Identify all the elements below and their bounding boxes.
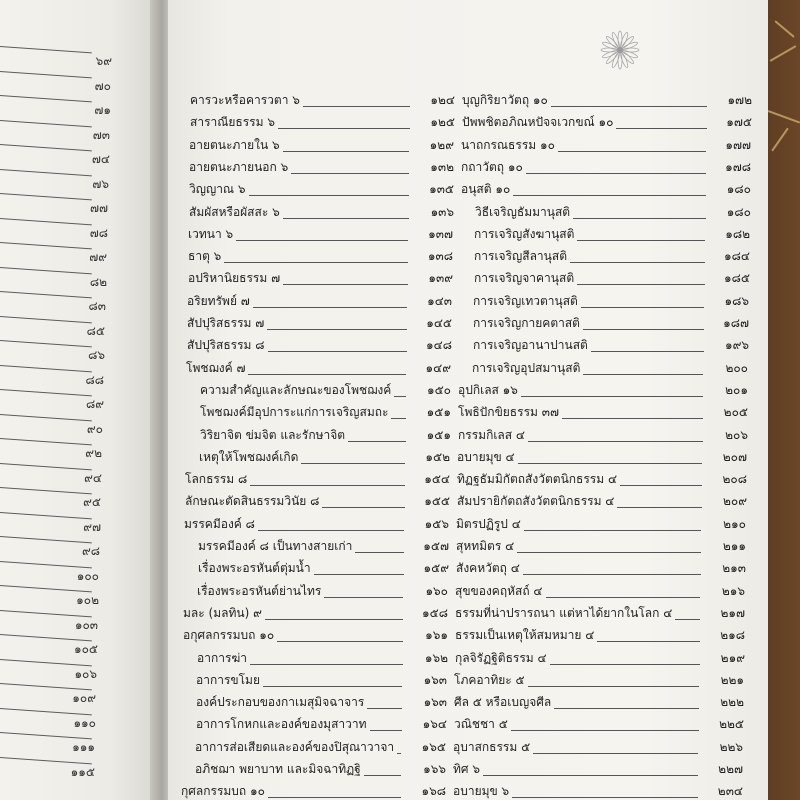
toc-entry-title: มรรคมีองค์ ๘ เป็นทางสายเก่า [198,539,353,553]
toc-leader-line [250,664,403,665]
toc-entry-title: เหตุให้โพชฌงค์เกิด [199,449,299,464]
toc-leader-line [591,351,704,352]
toc-entry[interactable] [198,560,449,578]
toc-page-number: ๑๕๖ [424,516,449,531]
toc-leader-line [577,240,705,241]
toc-entry-title: สัปปุริสธรรม ๗ [187,316,265,330]
toc-entry[interactable] [458,382,748,400]
toc-leader-line [250,485,405,486]
toc-entry-title: อกุศลกรรมบถ ๑๐ [183,628,275,643]
toc-leader-line [314,574,404,575]
toc-page-number: ๒๒๕ [719,717,744,732]
toc-leader-line [518,463,702,464]
toc-entry-title: อายตนะภายนอก ๖ [189,159,289,174]
toc-page-number: ๑๕๕ [424,494,450,509]
toc-entry-title: วิริยาจิต ข่มจิต และรักษาจิต [200,427,346,442]
toc-entry-title: โพชฌงค์มีอุปการะแก่การเจริญสมถะ [200,405,389,420]
toc-entry-title: ธรรมเป็นเหตุให้สมหมาย ๔ [455,628,595,643]
toc-entry[interactable] [189,137,454,155]
toc-entry-title: เรื่องพระอรหันต์ตุ่มน้ำ [198,561,311,576]
toc-entry[interactable] [187,315,452,333]
toc-entry-title: กุศลกรรมบถ ๑๐ [181,784,265,799]
left-page-number: ๑๐๙ [72,691,96,705]
toc-leader-line [283,284,408,285]
toc-entry[interactable] [457,449,747,467]
toc-page-number: ๑๙๖ [724,338,749,353]
toc-leader-line [526,173,706,174]
toc-entry-title: ศีล ๕ หรือเบญจศีล [454,695,552,710]
toc-entry-title: สัปปุริสธรรม ๘ [187,338,265,353]
toc-leader-line [570,262,705,263]
toc-page-number: ๒๐๖ [725,427,748,442]
toc-page-number: ๑๖๐ [425,583,448,598]
toc-entry[interactable] [456,516,746,534]
toc-entry-title: เรื่องพระอรหันต์ย่านไทร [197,583,322,598]
toc-entry-title: อุปกิเลส ๑๖ [458,382,518,397]
toc-page-number: ๑๔๓ [427,293,452,308]
left-page-number: ๘๖ [88,348,105,362]
toc-leader-line [268,351,407,352]
toc-leader-line [573,218,706,219]
toc-leader-line [253,307,407,308]
toc-page-number: ๒๑๙ [720,650,745,665]
toc-entry[interactable] [190,114,455,132]
toc-leader-line [554,708,699,709]
toc-entry[interactable] [197,650,448,668]
toc-leader-line [283,151,409,152]
toc-leader-line [248,374,406,375]
toc-leader-line [550,664,700,665]
toc-leader-line [597,641,700,642]
toc-leader-line [521,396,703,397]
toc-entry-title: โภคอาทิยะ ๕ [454,672,525,687]
toc-leader-line [397,753,401,754]
toc-page-number: ๒๑๘ [720,628,745,643]
toc-entry[interactable] [187,337,452,355]
toc-entry[interactable] [198,538,449,556]
toc-entry-title: องค์ประกอบของกาเมสุมิจฉาจาร [196,695,365,710]
toc-entry[interactable] [185,471,450,489]
left-page-number: ๑๐๕ [73,642,98,656]
left-page-number: ๗๙ [89,250,107,264]
toc-page-number: ๒๑๖ [721,583,745,598]
left-page-number: ๘๘ [85,372,104,387]
toc-leader-line [620,485,702,486]
toc-page-number: ๒๒๗ [718,762,743,776]
toc-entry-title: การเจริญสีลานุสติ [474,249,567,264]
toc-entry-title: ความสำคัญและลักษณะของโพชฌงค์ [200,382,392,397]
toc-entry[interactable] [456,538,746,556]
toc-entry-title: อุบาสกธรรม ๕ [453,739,531,754]
toc-entry[interactable] [474,270,750,288]
toc-entry[interactable] [458,427,748,445]
toc-entry[interactable] [473,315,749,333]
left-page-number: ๑๐๒ [76,593,99,607]
toc-leader-line [364,775,401,776]
toc-leader-line [581,307,704,308]
toc-page-number: ๑๔๙ [425,360,451,375]
left-page-number: ๗๔ [91,152,110,166]
toc-entry-title: สังคหวัตถุ ๔ [456,561,520,576]
left-page [0,0,158,800]
flower-ornament-icon [600,30,640,70]
toc-entry-title: การเจริญเทวตานุสติ [473,293,578,308]
left-page-number: ๘๙ [85,397,104,411]
toc-entry-title: โลกธรรม ๘ [185,472,248,487]
toc-page-number: ๑๖๔ [422,717,447,732]
toc-entry-title: ธรรมที่น่าปรารถนา แต่หาได้ยากในโลก ๔ [455,605,673,620]
toc-entry-title: สุขของคฤหัสถ์ ๔ [455,583,543,598]
toc-entry[interactable] [473,293,749,311]
toc-entry[interactable] [187,293,452,311]
toc-leader-line [562,418,703,419]
toc-entry[interactable] [458,404,748,422]
toc-entry-title: ปัพพชิตอภิณหปัจจเวกขณ์ ๑๐ [462,115,614,130]
toc-page-number: ๒๒๖ [719,739,743,754]
toc-entry[interactable] [474,226,750,244]
left-page-number: ๗๘ [89,225,108,240]
toc-page-number: ๒๐๑ [725,382,748,397]
toc-page-number: ๑๖๖ [423,762,446,776]
toc-entry-title: สัมปรายิกัตถสังวัตตนิกธรรม ๔ [457,494,615,509]
toc-page-number: ๑๒๙ [429,137,454,152]
toc-leader-line [533,753,698,754]
toc-leader-line [511,730,699,731]
toc-entry[interactable] [461,181,751,199]
toc-entry[interactable] [462,92,752,110]
toc-entry-title: อนุสติ ๑๐ [461,182,511,197]
toc-entry[interactable] [474,248,750,266]
toc-entry[interactable] [189,204,454,222]
toc-entry[interactable] [181,783,446,800]
toc-page-number: ๒๐๘ [722,472,747,487]
toc-leader-line [583,329,704,330]
toc-entry-title: อาการส่อเสียดและองค์ของปิสุณาวาจา [195,739,395,754]
toc-entry[interactable] [455,583,745,601]
toc-page-number: ๑๔๕ [426,316,452,330]
toc-entry[interactable] [456,560,746,578]
toc-entry[interactable] [453,783,743,800]
toc-entry[interactable] [455,627,745,645]
toc-leader-line [616,128,707,129]
toc-entry[interactable] [200,382,451,400]
toc-leader-line [583,374,703,375]
toc-leader-line [348,441,406,442]
toc-leader-line [277,641,403,642]
toc-entry-title: มละ (มลทิน) ๙ [183,605,262,620]
toc-page-number: ๑๘๒ [725,226,750,241]
toc-page-number: ๑๒๕ [430,115,455,130]
toc-entry[interactable] [455,650,745,668]
left-page-number: ๑๑๐ [73,715,96,730]
toc-page-number: ๑๗๗ [725,137,751,152]
toc-page-number: ๑๗๘ [725,159,751,174]
left-page-number: ๙๕ [83,495,101,509]
toc-entry[interactable] [196,716,447,734]
toc-entry[interactable] [184,516,449,534]
toc-entry[interactable] [188,248,453,266]
toc-page-number: ๑๓๖ [430,204,454,219]
toc-entry-title: วิญญาณ ๖ [189,182,246,197]
toc-entry[interactable] [454,672,744,690]
left-page-number: ๘๓ [88,299,106,313]
toc-entry[interactable] [195,739,446,757]
toc-entry-title: วณิชชา ๕ [454,717,508,732]
toc-page-number: ๒๑๐ [723,516,746,531]
toc-page-number: ๑๕๐ [426,382,451,397]
toc-entry-title: โพธิปักขิยธรรม ๓๗ [458,405,559,420]
toc-leader-line [675,619,700,620]
left-page-number: ๑๑๕ [70,764,95,779]
toc-leader-line [291,173,409,174]
toc-entry-title: การเจริญอุปสมานุสติ [472,360,581,375]
toc-entry-title: ทิศ ๖ [453,762,480,776]
toc-entry-title: การเจริญอานาปานสติ [473,338,588,353]
toc-leader-line [303,106,410,107]
toc-entry-title: มรรคมีองค์ ๘ [184,516,255,531]
left-page-number: ๑๐๖ [74,666,97,681]
toc-page-number: ๑๘๐ [726,182,751,197]
toc-leader-line [528,686,699,687]
toc-entry[interactable] [472,360,748,378]
toc-entry-title: อบายมุข ๔ [457,449,515,464]
toc-page-number: ๑๘๐ [726,204,751,219]
toc-entry[interactable] [190,92,455,110]
left-page-number: ๗๑ [94,103,111,117]
toc-page-number: ๑๘๕ [724,271,750,286]
toc-leader-line [267,329,407,330]
toc-leader-line [355,552,404,553]
toc-entry[interactable] [475,204,751,222]
toc-page-number: ๑๖๓ [423,672,447,687]
toc-entry-title: อริยทรัพย์ ๗ [187,293,250,308]
toc-entry[interactable] [473,337,749,355]
left-page-number: ๘๒ [89,274,107,289]
toc-entry-title: มิตรปฏิรูป ๔ [456,516,521,531]
left-page-number: ๖๙ [95,54,112,68]
toc-leader-line [370,730,402,731]
left-page-number: ๙๔ [84,470,102,485]
left-page-number: ๗๗ [89,201,108,215]
toc-page-number: ๑๓๘ [427,249,453,264]
left-page-number: ๙๒ [85,446,102,460]
toc-entry-title: เวทนา ๖ [188,226,234,241]
toc-leader-line [546,597,701,598]
toc-entry-title: การเจริญสังฆานุสติ [474,226,575,241]
left-page-number: ๑๐๓ [74,617,98,632]
toc-entry[interactable] [453,761,743,779]
toc-leader-line [278,128,410,129]
toc-entry-title: อปริหานิยธรรม ๗ [188,271,281,286]
toc-entry[interactable] [457,493,747,511]
toc-leader-line [394,396,406,397]
toc-page-number: ๑๗๒ [727,93,752,107]
toc-leader-line [512,797,698,798]
toc-entry[interactable] [197,583,448,601]
left-page-number: ๙๘ [81,544,100,558]
toc-leader-line [617,507,702,508]
toc-entry[interactable] [183,605,448,623]
toc-page-number: ๑๕๘ [422,605,448,620]
toc-leader-line [483,775,698,776]
toc-entry[interactable] [461,159,751,177]
toc-page-number: ๑๖๓ [423,695,447,710]
toc-entry[interactable] [188,226,453,244]
toc-entry[interactable] [457,471,747,489]
toc-entry-title: การเจริญจาคานุสติ [474,271,575,286]
toc-page-number: ๒๐๕ [723,405,748,420]
toc-page-number: ๑๘๔ [724,249,750,264]
toc-leader-line [322,507,405,508]
toc-page-number: ๑๕๒ [425,449,450,464]
toc-entry-title: อาการขโมย [196,672,260,687]
toc-entry-title: กุลจิรัฏฐิติธรรม ๔ [455,650,547,665]
toc-leader-line [283,218,409,219]
toc-entry[interactable] [461,137,751,155]
toc-entry-title: อาการฆ่า [197,650,248,665]
toc-entry-title: สัมผัสหรือผัสสะ ๖ [189,204,280,219]
toc-page-number: ๑๓๕ [429,182,454,197]
toc-page-number: ๑๗๕ [726,115,752,130]
toc-entry[interactable] [195,761,446,779]
toc-leader-line [524,530,701,531]
left-page-number: ๗๐ [94,78,111,93]
toc-page-number: ๑๕๑ [426,427,451,442]
toc-leader-line [551,106,707,107]
toc-entry-title: วิธีเจริญธัมมานุสติ [475,204,571,219]
toc-entry[interactable] [200,427,451,445]
toc-entry[interactable] [462,114,752,132]
toc-entry[interactable] [454,694,744,712]
toc-page-number: ๒๒๒ [720,695,744,710]
toc-page-number: ๒๐๐ [725,360,748,375]
toc-page-number: ๑๓๙ [428,271,453,286]
toc-leader-line [513,195,706,196]
toc-entry-title: นาถกรณธรรม ๑๐ [461,137,555,152]
toc-page-number: ๑๖๕ [421,739,446,754]
toc-entry-title: สาราณียธรรม ๖ [190,115,275,130]
toc-page-number: ๑๘๖ [724,293,749,308]
toc-entry-title: คารวะหรือคารวตา ๖ [190,93,300,107]
toc-page-number: ๒๐๗ [722,449,747,464]
toc-leader-line [265,619,403,620]
toc-entry-title: การเจริญกายคตาสติ [473,316,580,330]
toc-page-number: ๑๒๔ [430,93,455,107]
toc-page-number: ๑๕๑ [426,405,451,420]
left-page-number: ๗๖ [92,176,109,191]
toc-leader-line [263,686,402,687]
toc-entry[interactable] [200,404,451,422]
toc-page-number: ๒๑๗ [720,605,745,620]
toc-page-number: ๑๓๒ [430,159,454,174]
left-page-number: ๑๐๐ [76,568,99,583]
toc-leader-line [577,284,705,285]
toc-leader-line [391,418,406,419]
toc-entry-title: อายตนะภายใน ๖ [189,137,280,152]
toc-entry[interactable] [453,739,743,757]
toc-leader-line [301,463,405,464]
toc-entry-title: ลักษณะตัดสินธรรมวินัย ๘ [185,494,320,509]
toc-entry[interactable] [186,360,451,378]
toc-entry-title: ธาตุ ๖ [188,249,222,264]
toc-leader-line [268,797,401,798]
toc-leader-line [367,708,402,709]
toc-leader-line [517,552,701,553]
toc-entry-title: สุหทมิตร ๔ [456,539,515,553]
left-page-number: ๘๕ [86,323,105,338]
toc-page-number: ๒๐๙ [722,494,747,509]
toc-page-number: ๑๕๔ [424,472,450,487]
toc-page-number: ๑๖๘ [421,784,446,799]
toc-leader-line [258,530,404,531]
toc-leader-line [558,151,706,152]
toc-leader-line [523,574,701,575]
left-page-number: ๙๗ [83,519,101,534]
toc-entry[interactable] [196,694,447,712]
toc-entry[interactable] [199,449,450,467]
toc-entry-title: อาการโกหกและองค์ของมุสาวาท [196,717,367,732]
toc-page-number: ๑๖๒ [424,650,448,665]
toc-page-number: ๑๕๙ [423,561,449,576]
toc-entry[interactable] [455,605,745,623]
toc-entry-title: ทิฏฐธัมมิกัตถสังวัตตนิกธรรม ๔ [457,472,618,487]
toc-leader-line [249,195,410,196]
toc-leader-line [528,441,703,442]
toc-entry[interactable] [454,716,744,734]
toc-entry-title: โพชฌงค์ ๗ [186,360,246,375]
toc-page-number: ๒๑๓ [722,561,746,576]
toc-page-number: ๒๒๑ [720,672,744,687]
left-page-number: ๑๑๑ [72,740,95,754]
toc-page-number: ๑๕๗ [423,539,449,553]
toc-entry-title: บุญกิริยาวัตถุ ๑๐ [462,93,548,107]
toc-entry[interactable] [185,493,450,511]
toc-entry-title: กรรมกิเลส ๔ [458,427,526,442]
toc-page-number: ๑๘๗ [723,316,749,330]
toc-page-number: ๑๔๘ [426,338,452,353]
toc-entry[interactable] [189,181,454,199]
toc-entry-title: อบายมุข ๖ [453,784,510,799]
left-page-number: ๙๐ [86,421,103,436]
toc-page-number: ๒๓๔ [717,784,743,799]
toc-page-number: ๑๓๗ [428,226,453,241]
toc-entry[interactable] [189,159,454,177]
toc-leader-line [324,597,403,598]
toc-entry-title: กถาวัตถุ ๑๐ [461,159,523,174]
toc-entry-title: อภิชฌา พยาบาท และมิจฉาทิฏฐิ [195,762,361,776]
toc-entry[interactable] [196,672,447,690]
toc-entry[interactable] [183,627,448,645]
toc-leader-line [236,240,408,241]
left-page-number: ๗๓ [92,127,110,142]
toc-page-number: ๑๖๑ [425,628,448,643]
toc-page-number: ๒๑๑ [722,539,746,553]
toc-leader-line [224,262,408,263]
toc-entry[interactable] [188,270,453,288]
